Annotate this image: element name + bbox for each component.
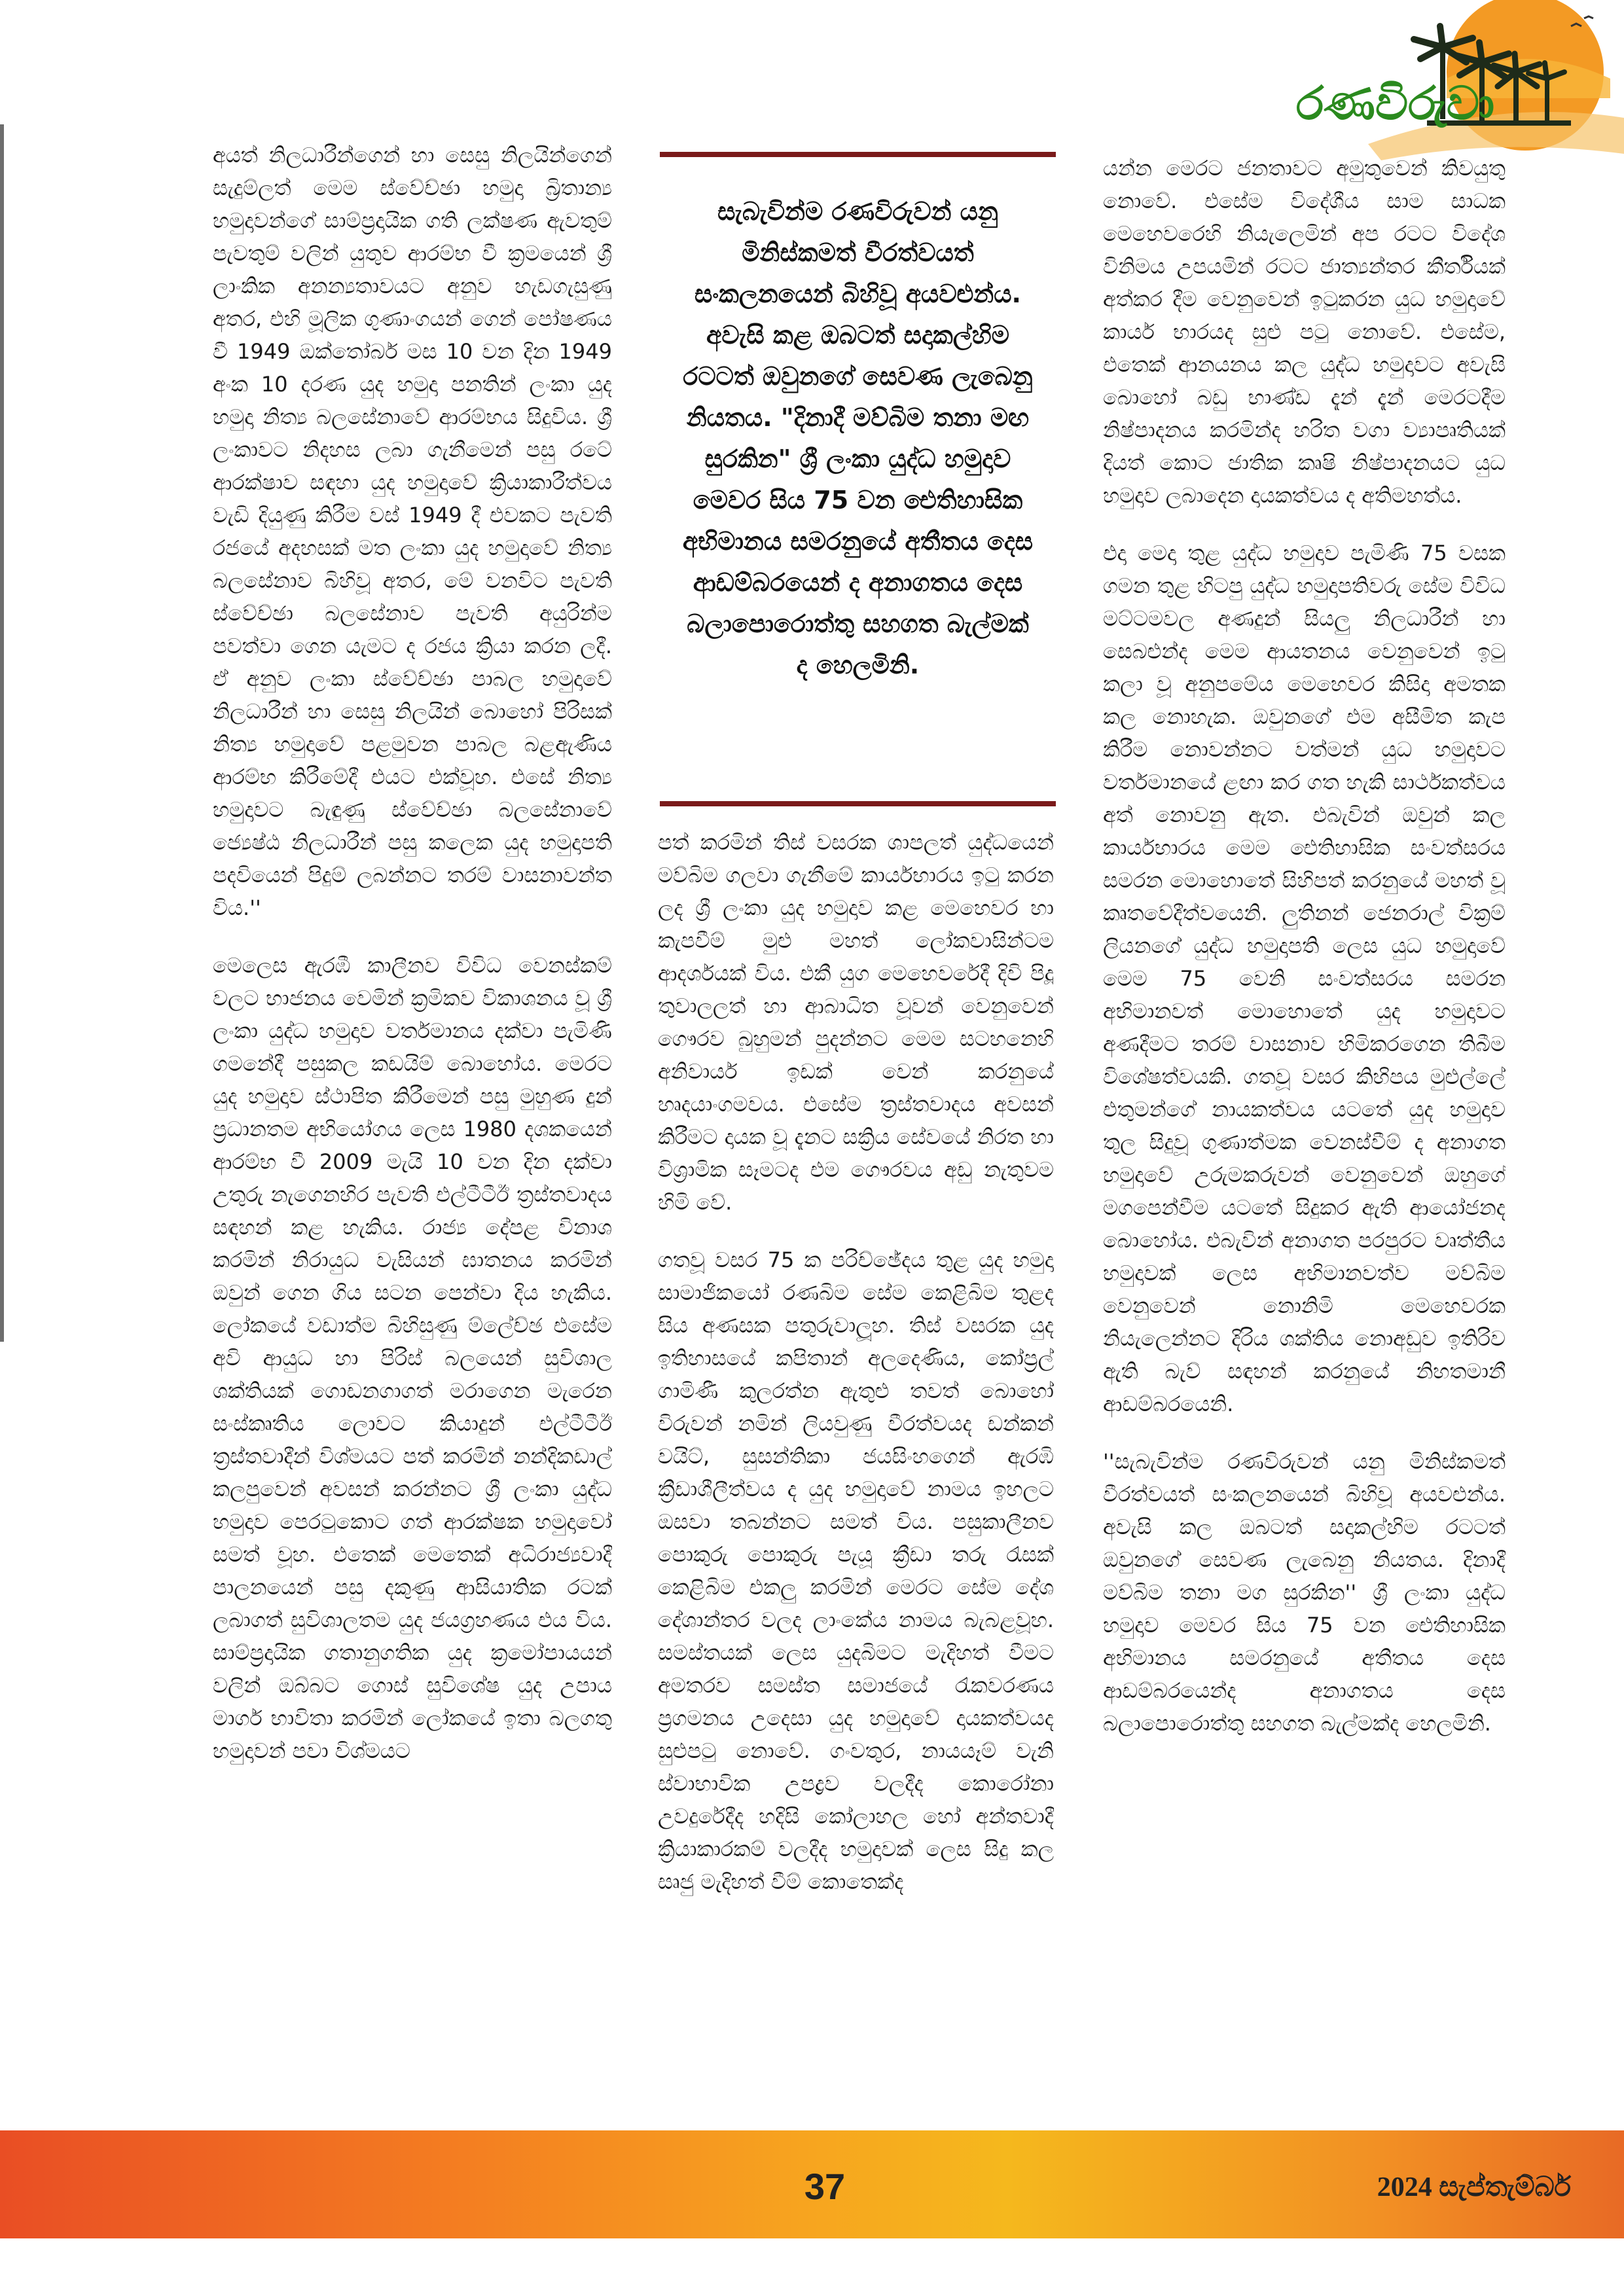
article-column-left (213, 139, 612, 2102)
logo-wordmark: රණවිරුවා (1296, 77, 1495, 130)
page-edge-shadow (0, 124, 4, 1342)
pull-quote-text: සැබැවින්ම රණවිරුවන් යනු මිනිස්කමත් වීරත්වයත් සංකලනයෙන් බිහිවූ අයවළුන්ය. අවැසි කළ ඔබටත් සදාකල්හිම රටටත් ඔවුනගේ සෙවණ ලැබෙනු නියතය. "දිනාදී මව්බිම තනා මඟ සුරකින" ශ්‍රී ලංකා යුද්ධ හමුදාව මෙවර සිය 75 වන ඓතිහාසික අභිමානය සමරනුයේ අතීතය දෙස ආඩම්බරයෙන් ද අනාගතය දෙස බලාපොරොත්තු සහගත බැල්මක් ද හෙලමිනි. (682, 197, 1034, 679)
article-paragraph: පත් කරමින් තිස් වසරක ශාපලත් යුද්ධයෙන් මව්බිම ගලවා ගැනීමේ කාර්යභාරය ඉටු කරන ලද ශ්‍රී ලංකා යුද හමුදාව කළ මෙහෙවර හා කැපවීම් මුළු මහත් ලෝකවාසින්ටම ආදර්ශයක් විය. එකී යුග මෙහෙවරේදී දිවි පිදූ තුවාලලත් හා ආබාධිත වූවන් වෙනුවෙන් ගෞරව බුහුමන් පුදන්නට මෙම සටහනෙහි අනිවාර්ය ඉඩක් වෙන් කරනුයේ හෘදයාංගමවය. එසේම ත්‍රස්තවාදය අවසන් කිරීමට දායක වූ දැනට සක්‍රිය සේවයේ නිරත හා විශ්‍රාමික සෑමටද එම ගෞරවය අඩු නැතුවම හිමි වේ. (658, 830, 1054, 1215)
article-paragraph: යන්න මෙරට ජනතාවට අමුතුවෙන් කිවයුතු නොවේ. එසේම විදේශීය සාම සාධක මෙහෙවරෙහි නියැලෙමින් අප රටට විදේශ විනිමය උපයමින් රටට ජාත්‍යන්තර කීර්තියක් අත්කර දීම වෙනුවෙන් ඉටුකරන යුධ හමුදාවේ කාර්ය භාරයද සුළු පටු නොවේ. එසේම, එතෙක් ආනයනය කල යුද්ධ හමුදාවට අවැසි බොහෝ බඩු භාණ්ඩ දැන් දැන් මෙරටදීම නිෂ්පාදනය කරමින්ද හරිත වගා ව්‍යාපෘතියක් දියත් කොට ජාතික කෘෂි නිෂ්පාදනයට යුධ හමුදාව ලබාදෙන දායකත්වය ද අතිමහත්ය. (1103, 156, 1506, 508)
article-paragraph: අයත් නිලධාරීන්ගෙන් හා සෙසු නිලයින්ගෙන් සැදුම්ලත් මෙම ස්වේච්ඡා හමුදා බ්‍රිතාන්‍ය හමුදාවන්ගේ සාම්ප්‍රදායික ගති ලක්ෂණ ඇවතුම් පැවතුම් වලින් යුතුව ආරම්භ වී ක්‍රමයෙන් ශ්‍රී ලාංකික අනන්‍යතාවයට අනුව හැඩගැසුණු අතර, එහි මූලික ගුණාංගයන් ගෙන් පෝෂණය වී 1949 ඔක්තෝබර් මස 10 වන දින 1949 අංක 10 දරණ යුද හමුදා පනතින් ලංකා යුද හමුදා නිත්‍ය බලසේනාවේ ආරම්භය සිදුවිය. ශ්‍රී ලංකාවට නිදහස ලබා ගැනීමෙන් පසු රටේ ආරක්ෂාව සඳහා යුද හමුදාවේ ක්‍රියාකාරීත්වය වැඩි දියුණු කිරීම වස් 1949 දී එවකට පැවති රජයේ අදහසක් මත ලංකා යුද හමුදාවේ නිත්‍ය බලසේනාව බිහිවූ අතර, මේ වනවිට පැවති ස්වේච්ඡා බලසේනාව පැවති අයුරින්ම පවත්වා ගෙන යැමට ද රජය ක්‍රියා කරන ලදී. ඒ අනුව ලංකා ස්වේච්ඡා පාබල හමුදාවේ නිලධාරීන් හා සෙසු නිලයින් බොහෝ පිරිසක් නිත්‍ය හමුදාවේ පළමුවන පාබල බළඇණිය ආරම්භ කිරීමේදී එයට එක්වූහ. එසේ නිත්‍ය හමුදාවට බැඳුණු ස්වේච්ඡා බලසේනාවේ ජ්‍යෙෂ්ඨ නිලධාරීන් පසු කලෙක යුද හමුදාපති පදවියෙන් පිදුම් ලබන්නට තරම් වාසනාවන්ත විය.'' (213, 143, 612, 920)
article-paragraph: ගතවූ වසර 75 ක පරිච්ඡේදය තුළ යුද හමුදා සාමාජිකයෝ රණබිම සේම කෙළිබිම තුළද සිය අණසක පතුරුවාලූහ. තිස් වසරක යුද ඉතිහාසයේ කපිතාන් අලදෙණිය, කෝප්‍රල් ගාමිණී කුලරත්න ඇතුළු තවත් බොහෝ විරුවන් නමින් ලියවුණු වීරත්වයද ඩන්කන් වයිට්, සුසන්තිකා ජයසිංහගෙන් ඇරඹි ක්‍රීඩාශීලීත්වය ද යුද හමුදාවේ නාමය ඉහලට ඔසවා තබන්නට සමත් විය. පසුකාලීනව පොකුරු පොකුරු පැයූ ක්‍රීඩා තරු රැසක් කෙළිබිම එකලු කරමින් මෙරට සේම දේශ දේශාන්තර වලද ලාංකේය නාමය බැබළවූහ. සමස්තයක් ලෙස යුදබිමට මැදිහත් වීමට අමතරව සමස්ත සමාජයේ රැකවරණය ප්‍රගමනය උදෙසා යුද හමුදාවේ දායකත්වයද සුළුපටු නොවේ. ගංවතුර, නායයෑම් වැනි ස්වාභාවික උපද්‍රව වලදීද කොරෝනා උවදුරේදීද හදිසි කෝලාහල හෝ අන්තවාදී ක්‍රියාකාරකම් වලදීද හමුදාවක් ලෙස සිදු කල සෘජු මැදිහත් වීම් කොතෙක්ද (658, 1247, 1054, 1894)
issue-date: 2024 සැප්තැම්බර් (1377, 2172, 1571, 2202)
article-paragraph: ''සැබැවින්ම රණවිරුවන් යනු මිනිස්කමත් වීරත්වයත් සංකලනයෙන් බිහිවූ අයවළුන්ය. අවැසි කල ඔබටත් සදාකල්හිම රටටත් ඔවුනගේ සෙවණ ලැබෙනු නියතය. දිනාදී මව්බිම තනා මග සුරකින'' ශ්‍රී ලංකා යුද්ධ හමුදාව මෙවර සිය 75 වන ඓතිහාසික අභිමානය සමරනුයේ අතීතය දෙස ආඩම්බරයෙන්ද අනාගතය දෙස බලාපොරොත්තු සහගත බැල්මක්ද හෙලමිනි. (1103, 1449, 1506, 1736)
article-column-right (1103, 152, 1506, 2109)
article-column-middle (658, 826, 1054, 2109)
article-paragraph: එදා මෙදා තුළ යුද්ධ හමුදාව පැමිණි 75 වසක ගමන තුළ හිටපු යුද්ධ හමුදාපතිවරු සේම විවිධ මට්ටමවල අණදුන් සියලු නිලධාරීන් හා සෙබළුන්ද මෙම ආයතනය වෙනුවෙන් ඉටු කලා වූ අනුපමේය මෙහෙවර කිසිදා අමතක කල නොහැක. ඔවුනගේ එම අසීමිත කැප කිරීම නොවන්නට වත්මන් යුධ හමුදාවට වර්තමානයේ ළඟා කර ගත හැකි සාර්ථකත්වය අත් නොවනු ඇත. එබැවින් ඔවුන් කල කාර්යභාරය මෙම ඓතිහාසික සංවත්සරය සමරන මොහොතේ සිහිපත් කරනුයේ මහත් වූ කෘතවේදීත්වයෙනි. ලුතිනන් ජෙනරාල් වික්‍රම් ලියනගේ යුද්ධ හමුදාපති ලෙස යුධ හමුදාවේ මෙම 75 වෙනි සංවත්සරය සමරන අභිමානවත් මොහොතේ යුද හමුදාවට අණදීමට තරම් වාසනාව හිමිකරගෙන තිබීම විශේෂත්වයකි. ගතවූ වසර කිහිපය මුළුල්ලේ එතුමන්ගේ නායකත්වය යටතේ යුද හමුදාව තුල සිදුවූ ගුණාත්මක වෙනස්වීම් ද අනාගත හමුදාවේ උරුමකරුවන් වෙනුවෙන් ඔහුගේ මගපෙන්වීම යටතේ සිදුකර ඇති ආයෝජනද බොහෝය. එබැවින් අනාගත පරපුරට වෘත්තීය හමුදාවක් ලෙස අභිමානවත්ව මව්බිම වෙනුවෙන් නොනිමි මෙහෙවරක නියැලෙන්නට දිරිය ශක්තිය නොඅඩුව ඉතිරිව ඇති බැව් සඳහන් කරනුයේ නිහතමානී ආඩම්බරයෙනි. (1103, 541, 1506, 1416)
pull-quote-bottom-rule (660, 801, 1056, 806)
pull-quote-top-rule (660, 152, 1056, 157)
pull-quote-box (660, 152, 1056, 806)
page-number: 37 (804, 2166, 846, 2207)
article-paragraph: මෙලෙස ඇරඹී කාලීනව විවිධ වෙනස්කම් වලට භාජනය වෙමින් ක්‍රමිකව විකාශනය වූ ශ්‍රී ලංකා යුද්ධ හමුදාව වර්තමානය දක්වා පැමිණි ගමනේදී පසුකල කඩයිම් බොහෝය. මෙරට යුද හමුදාව ස්ථාපිත කිරීමෙන් පසු මුහුණ දුන් ප්‍රධානතම අභියෝගය ලෙස 1980 දශකයෙන් ආරම්භ වී 2009 මැයි 10 වන දින දක්වා උතුරු නැගෙනහිර පැවති එල්ටීටීඊ ත්‍රස්තවාදය සඳහන් කළ හැකිය. රාජ්‍ය දේපළ විනාශ කරමින් නිරායුධ වැසියන් ඝාතනය කරමින් ඔවුන් ගෙන ගිය සටන පෙන්වා දිය හැකිය. ලෝකයේ වඩාත්ම බිහිසුණු ම්ලේච්ඡ එසේම අවි ආයුධ හා පිරිස් බලයෙන් සුවිශාල ශක්තියක් ගොඩනගාගත් මරාගෙන මැරෙන සංස්කෘතිය ලොවට කියාදුන් එල්ටීටීඊ ත්‍රස්තවාදීන් විශ්මයට පත් කරමින් නන්දිකඩාල් කලපුවෙන් අවසන් කරන්නට ශ්‍රී ලංකා යුද්ධ හමුදාව පෙරටුකොට ගත් ආරක්ෂක හමුදාවෝ සමත් වූහ. එතෙක් මෙතෙක් අධිරාජ්‍යවාදී පාලනයෙන් පසු දකුණු ආසියාතික රටක් ලබාගත් සුවිශාලතම යුද ජයග්‍රහණය එය විය. සාම්ප්‍රදායික ගතානුගතික යුද ක්‍රමෝපායයන් වලින් ඔබ්බට ගොස් සුවිශේෂ යුද උපාය මාර්ග භාවිතා කරමින් ලෝකයේ ඉතා බලගතු හමුදාවන් පවා විශ්මයට (213, 953, 612, 1763)
